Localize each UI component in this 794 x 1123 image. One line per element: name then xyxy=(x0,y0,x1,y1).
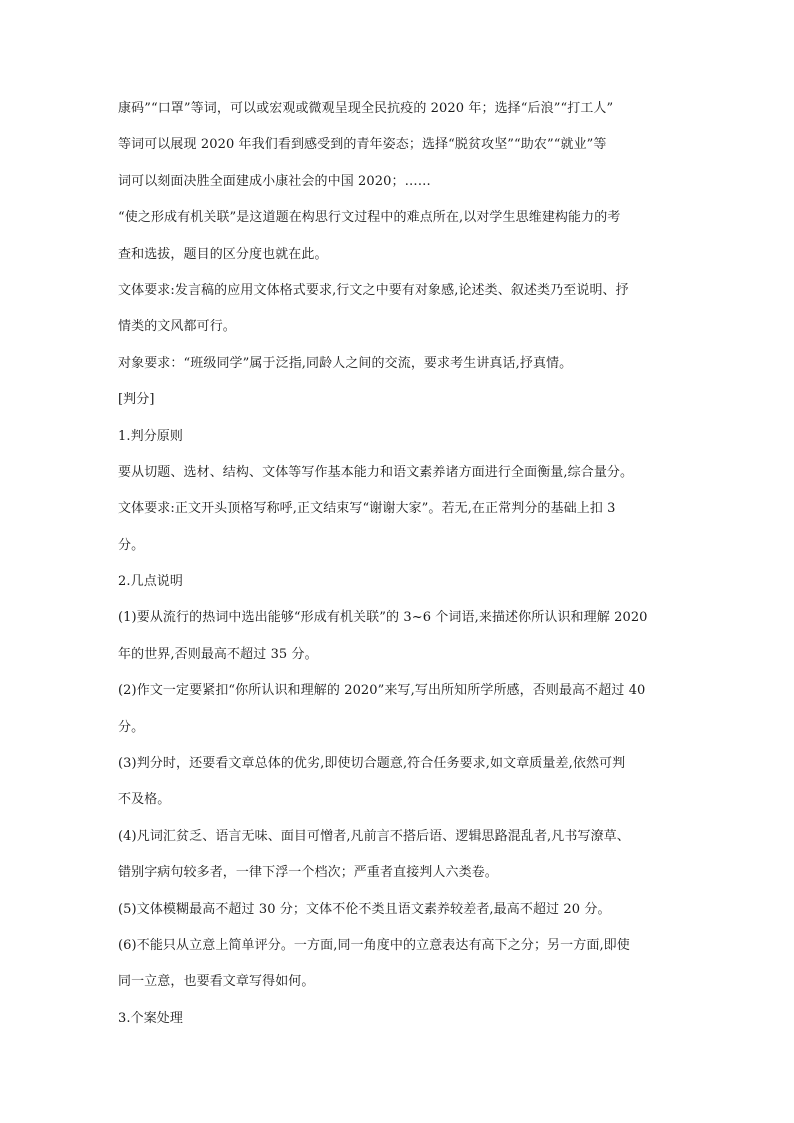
text-line: 文体要求:发言稿的应用文体格式要求,行文之中要有对象感,论述类、叙述类乃至说明、抒 xyxy=(118,282,629,298)
text-line: (4)凡词汇贫乏、语言无味、面目可憎者,凡前言不搭后语、逻辑思路混乱者,凡书写潦草、 xyxy=(118,828,630,844)
subsection-heading: 2.几点说明 xyxy=(118,574,184,590)
text-line: 要从切题、选材、结构、文体等写作基本能力和语文素养诸方面进行全面衡量,综合量分。 xyxy=(118,464,634,480)
text-line: 康码”“口罩”等词，可以或宏观或微观呈现全民抗疫的 2020 年；选择“后浪”“打工人” xyxy=(118,101,614,116)
section-heading: [判分] xyxy=(118,392,155,408)
text-line: 词可以刻面决胜全面建成小康社会的中国 2020；…… xyxy=(118,173,431,189)
text-line: (5)文体模糊最高不超过 30 分；文体不伦不类且语文素养较差者,最高不超过 20 分。 xyxy=(118,901,611,917)
text-line: 等词可以展现 2020 年我们看到感受到的青年姿态；选择“脱贫攻坚”“助农”“就业”等 xyxy=(118,137,607,153)
text-line: 查和选拔，题目的区分度也就在此。 xyxy=(118,246,328,262)
subsection-heading: 1.判分原则 xyxy=(118,428,184,444)
subsection-heading: 3.个案处理 xyxy=(118,1010,184,1026)
text-line: 分。 xyxy=(118,719,145,735)
text-line: 错别字病句较多者，一律下浮一个档次；严重者直接判人六类卷。 xyxy=(118,865,498,881)
text-line: (2)作文一定要紧扣“你所认识和理解的 2020”来写,写出所知所学所感，否则最高不超过 40 xyxy=(118,683,646,699)
text-line: 文体要求:正文开头顶格写称呼,正文结束写“谢谢大家”。若无,在正常判分的基础上扣 3 xyxy=(118,501,616,517)
text-line: 年的世界,否则最高不超过 35 分。 xyxy=(118,646,318,662)
text-line: 不及格。 xyxy=(118,792,171,808)
text-line: 对象要求：“班级同学”属于泛指,同龄人之间的交流，要求考生讲真话,抒真情。 xyxy=(118,355,573,371)
text-line: (3)判分时，还要看文章总体的优劣,即使切合题意,符合任务要求,如文章质量差,依然可判 xyxy=(118,756,626,772)
text-line: (6)不能只从立意上简单评分。一方面,同一角度中的立意表达有高下之分；另一方面,即使 xyxy=(118,937,630,953)
text-line: “使之形成有机关联”是这道题在构思行文过程中的难点所在,以对学生思维建构能力的考 xyxy=(118,210,621,226)
text-line: 分。 xyxy=(118,537,145,553)
text-line: 情类的文风都可行。 xyxy=(118,319,236,335)
document-body xyxy=(118,91,678,1037)
text-line: (1)要从流行的热词中选出能够“形成有机关联”的 3~6 个词语,来描述你所认识和理解 2020 xyxy=(118,610,648,626)
text-line: 同一立意，也要看文章写得如何。 xyxy=(118,974,315,990)
